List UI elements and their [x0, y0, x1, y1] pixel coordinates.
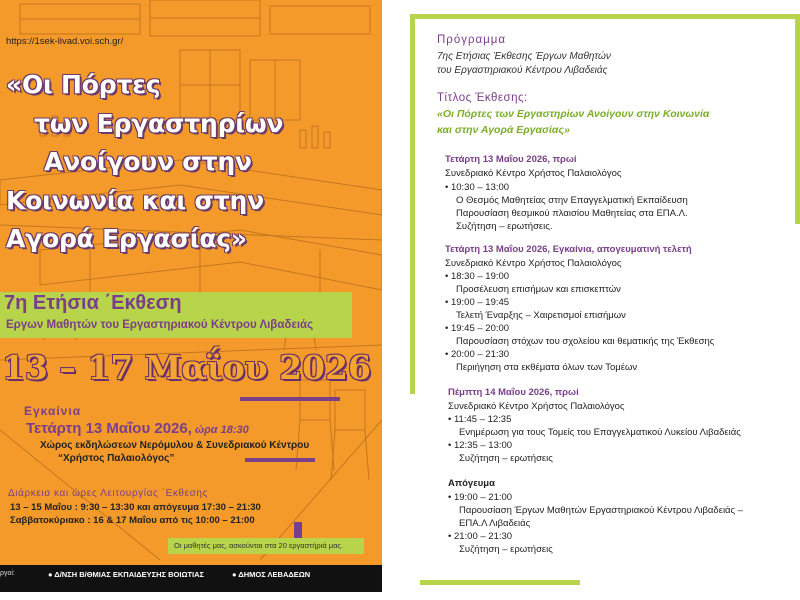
session-time: • 21:00 – 21:30	[448, 531, 512, 542]
programme-subtitle: 7ης Ετήσιας Έκθεσης Έργων Μαθητών	[437, 51, 611, 62]
session-time: • 19:45 – 20:00	[445, 323, 509, 334]
day-session: , πρωί	[547, 154, 577, 165]
session-desc: Παρουσίαση Έργων Μαθητών Εργαστηριακού Κέντρου Λιβαδειάς –	[459, 505, 744, 516]
day-heading	[448, 387, 579, 398]
exhibition-dates: 13 – 17 Μαΐου 2026	[2, 348, 371, 387]
venue-line: Χώρος εκδηλώσεων Νερόμυλου & Συνεδριακού Κέντρου	[40, 440, 310, 451]
exhibition-title-label: Τίτλος Έκθεσης:	[437, 92, 528, 104]
students-note: Οι μαθητές μας, ασκούνται στα 20 εργαστήριά μας.	[168, 538, 364, 554]
day-heading	[445, 244, 692, 255]
programme-label: Πρόγραμμα	[437, 34, 507, 46]
session-desc: Συζήτηση – ερωτήσεις	[459, 453, 553, 464]
frame-border	[420, 580, 580, 585]
poster-headline	[4, 66, 374, 259]
session-venue: Συνεδριακό Κέντρο Χρήστος Παλαιολόγος	[448, 401, 625, 412]
hours-title: Διάρκεια και ώρες Λειτουργίας ΄Εκθεσης	[8, 488, 209, 499]
hours-line: Σαββατοκύριακο : 16 & 17 Μαΐου από τις 10:00 – 21:00	[10, 515, 255, 526]
session-time: • 19:00 – 19:45	[445, 297, 509, 308]
session-venue: Συνεδριακό Κέντρο Χρήστος Παλαιολόγος	[445, 168, 622, 179]
day-session: , πρωί	[549, 387, 579, 398]
headline-line: «Οι Πόρτες	[6, 70, 161, 99]
session-time: • 11:45 – 12:35	[448, 414, 511, 425]
headline-line: Αγορά Εργασίας»	[6, 224, 247, 253]
headline-line: των Εργαστηρίων	[34, 108, 284, 138]
session-desc: Παρουσίαση στόχων του σχολείου και θεματικής της Έκθεσης	[456, 336, 715, 347]
frame-border	[410, 14, 415, 394]
day-heading	[445, 154, 577, 165]
programme-subtitle: του Εργαστηριακού Κέντρου Λιβαδειάς	[437, 65, 608, 76]
afternoon-heading: Απόγευμα	[448, 478, 495, 489]
opening-date	[26, 420, 249, 437]
school-url[interactable]: https://1sek-livad.voi.sch.gr/	[6, 36, 124, 47]
session-desc: Τελετή Έναρξης – Χαιρετισμοί επισήμων	[456, 310, 626, 321]
headline-line: Κοινωνία και στην	[6, 185, 264, 215]
exhibition-title-text: και στην Αγορά Εργασίας»	[437, 124, 570, 136]
opening-label: Εγκαίνια	[24, 404, 82, 418]
session-desc: ΕΠΑ.Λ Λιβαδειάς	[459, 518, 531, 529]
sponsors-label: ργοί:	[0, 570, 15, 577]
venue-name: “Χρήστος Παλαιολόγος”	[58, 453, 175, 464]
day-date: Τετάρτη 13 Μαΐου 2026	[445, 154, 548, 165]
session-desc: Ο Θεσμός Μαθητείας στην Επαγγελματική Εκπαίδευση	[456, 195, 688, 206]
sponsor-directorate: ● Δ/ΝΣΗ Β/ΘΜΙΑΣ ΕΚΠΑΙΔΕΥΣΗΣ ΒΟΙΩΤΙΑΣ	[48, 570, 205, 579]
session-time: • 18:30 – 19:00	[445, 271, 509, 282]
frame-border	[410, 14, 796, 19]
exhibition-subtitle: Εργων Μαθητών του Εργαστηριακού Κέντρου Λιβαδειάς	[6, 319, 314, 331]
sponsor-municipality: ● ΔΗΜΟΣ ΛΕΒΑΔΕΩΝ	[232, 570, 311, 579]
poster	[0, 0, 382, 592]
opening-date-text: Τετάρτη 13 Μαΐου 2026,	[26, 420, 192, 437]
headline-line: Ανοίγουν στην	[44, 147, 252, 176]
session-venue: Συνεδριακό Κέντρο Χρήστος Παλαιολόγος	[445, 258, 622, 269]
decorative-divider	[245, 458, 315, 462]
session-desc: Προσέλευση επισήμων και επισκεπτών	[456, 284, 621, 295]
session-desc: Συζήτηση – ερωτήσεις.	[456, 221, 553, 232]
day-session: , Εγκαίνια, απογευματινή τελετή	[547, 244, 692, 255]
session-time: • 19:00 – 21:00	[448, 492, 512, 503]
session-time: • 20:00 – 21:30	[445, 349, 509, 360]
session-desc: Παρουσίαση θεσμικού πλαισίου Μαθητείας στα ΕΠΑ.Λ.	[456, 208, 688, 219]
session-desc: Ενημέρωση για τους Τομείς του Επαγγελματικού Λυκείου Λιβαδειάς	[459, 427, 741, 438]
day-date: Πέμπτη 14 Μαΐου 2026	[448, 387, 550, 398]
hours-line: 13 – 15 Μαΐου : 9:30 – 13:30 και απόγευμα 17:30 – 21:30	[10, 502, 261, 513]
session-desc: Συζήτηση – ερωτήσεις	[459, 544, 553, 555]
session-desc: Περιήγηση στα εκθέματα όλων των Τομέων	[456, 362, 638, 373]
frame-border	[795, 14, 800, 224]
day-date: Τετάρτη 13 Μαΐου 2026	[445, 244, 548, 255]
opening-time: ώρα 18:30	[191, 424, 249, 436]
session-time: • 12:35 – 13:00	[448, 440, 512, 451]
decorative-divider	[240, 397, 340, 401]
exhibition-title: 7η Ετήσια ΄Εκθεση	[4, 292, 182, 314]
exhibition-title-text: «Οι Πόρτες των Εργαστηρίων Ανοίγουν στην Κοινωνία	[437, 108, 710, 120]
session-time: • 10:30 – 13:00	[445, 182, 509, 193]
